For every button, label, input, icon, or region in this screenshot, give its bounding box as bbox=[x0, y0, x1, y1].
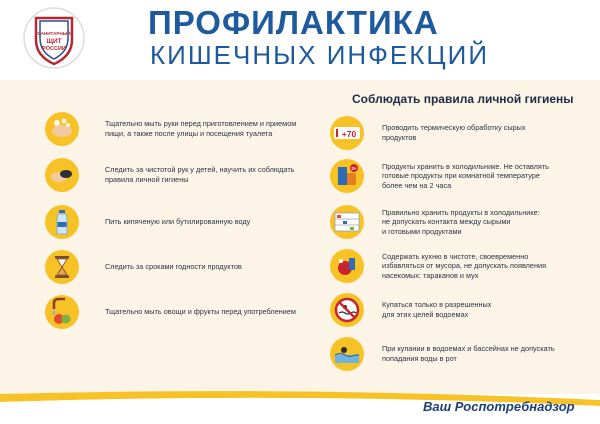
item-text-line: попадания воды в рот bbox=[382, 354, 457, 363]
item-text-line: насекомых: тараканов и мух bbox=[382, 270, 479, 280]
item-text-line: При купании в водоемах и бассейнах не допускать bbox=[382, 344, 555, 354]
item-text-line: правила личной гигиены bbox=[105, 175, 189, 184]
list-item bbox=[45, 158, 294, 192]
page-title: ПРОФИЛАКТИКА bbox=[148, 4, 439, 41]
item-text-line: Тщательно мыть руки перед приготовлением и приемом bbox=[105, 119, 297, 129]
item-text-line: готовые продукты при комнатной температуре bbox=[382, 171, 540, 181]
item-text-line: для этих целей водоемах bbox=[382, 310, 469, 319]
item-text-line: продуктов bbox=[382, 133, 417, 142]
item-text-line: Тщательно мыть овощи и фрукты перед употреблением bbox=[105, 307, 296, 317]
item-text-line: Продукты хранить в холодильнике. Не оставлять bbox=[382, 161, 549, 171]
list-item bbox=[45, 205, 250, 239]
footer-signature: Ваш Роспотребнадзор bbox=[423, 399, 575, 414]
item-text-line: не допускать контакта между сырыми bbox=[382, 217, 511, 227]
header bbox=[0, 0, 600, 78]
item-text-line: избавляться от мусора, не допускать появления bbox=[382, 261, 547, 271]
item-text-line: Правильно хранить продукты в холодильнике: bbox=[382, 207, 540, 217]
hourglass-icon bbox=[45, 250, 79, 284]
item-text-line: и готовыми продуктами bbox=[382, 226, 462, 236]
item-text-line: более чем на 2 часа bbox=[382, 180, 452, 190]
washing-fruits-icon bbox=[45, 295, 79, 329]
logo-line-1: САНИТАРНЫЙ bbox=[37, 31, 71, 36]
thermometer-icon bbox=[330, 116, 364, 150]
hand-washing-icon bbox=[45, 112, 79, 146]
child-hands-icon bbox=[45, 158, 79, 192]
section-subtitle: Соблюдать правила личной гигиены bbox=[352, 92, 574, 106]
item-text-line: Проводить термическую обработку сырых bbox=[382, 123, 526, 133]
no-swimming-icon bbox=[330, 293, 364, 327]
item-text-line: Пить кипяченую или бутилированную воду bbox=[105, 217, 251, 227]
pool-icon bbox=[330, 337, 364, 371]
list-item bbox=[330, 116, 526, 150]
list-item bbox=[330, 337, 555, 371]
list-item bbox=[330, 159, 549, 193]
refrigerator-food-icon bbox=[330, 159, 364, 193]
page-title-line-2: КИШЕЧНЫХ ИНФЕКЦИЙ bbox=[150, 40, 490, 70]
logo-line-2: ЩИТ bbox=[46, 38, 62, 45]
badge-text: 2+ bbox=[351, 166, 357, 171]
item-text-line: Содержать кухню в чистоте, своевременно bbox=[382, 251, 529, 261]
cleaning-icon bbox=[330, 249, 364, 283]
item-text-line: Следить за сроками годности продуктов bbox=[105, 262, 242, 272]
list-item bbox=[330, 249, 546, 283]
list-item bbox=[330, 205, 540, 239]
list-item bbox=[45, 250, 242, 284]
fridge-shelves-icon bbox=[330, 205, 364, 239]
item-text-line: пищи, а также после улицы и посещения туалета bbox=[105, 129, 273, 138]
list-item bbox=[330, 293, 491, 327]
logo-line-3: РОССИИ bbox=[42, 46, 66, 52]
item-text-line: Купаться только в разрешенных bbox=[382, 300, 492, 310]
item-text-line: Следить за чистотой рук у детей, научить их соблюдать bbox=[105, 165, 295, 175]
shield-icon bbox=[22, 6, 86, 70]
list-item bbox=[45, 295, 296, 329]
list-item bbox=[45, 112, 296, 146]
badge-text: +70 bbox=[341, 129, 357, 139]
water-bottle-icon bbox=[45, 205, 79, 239]
